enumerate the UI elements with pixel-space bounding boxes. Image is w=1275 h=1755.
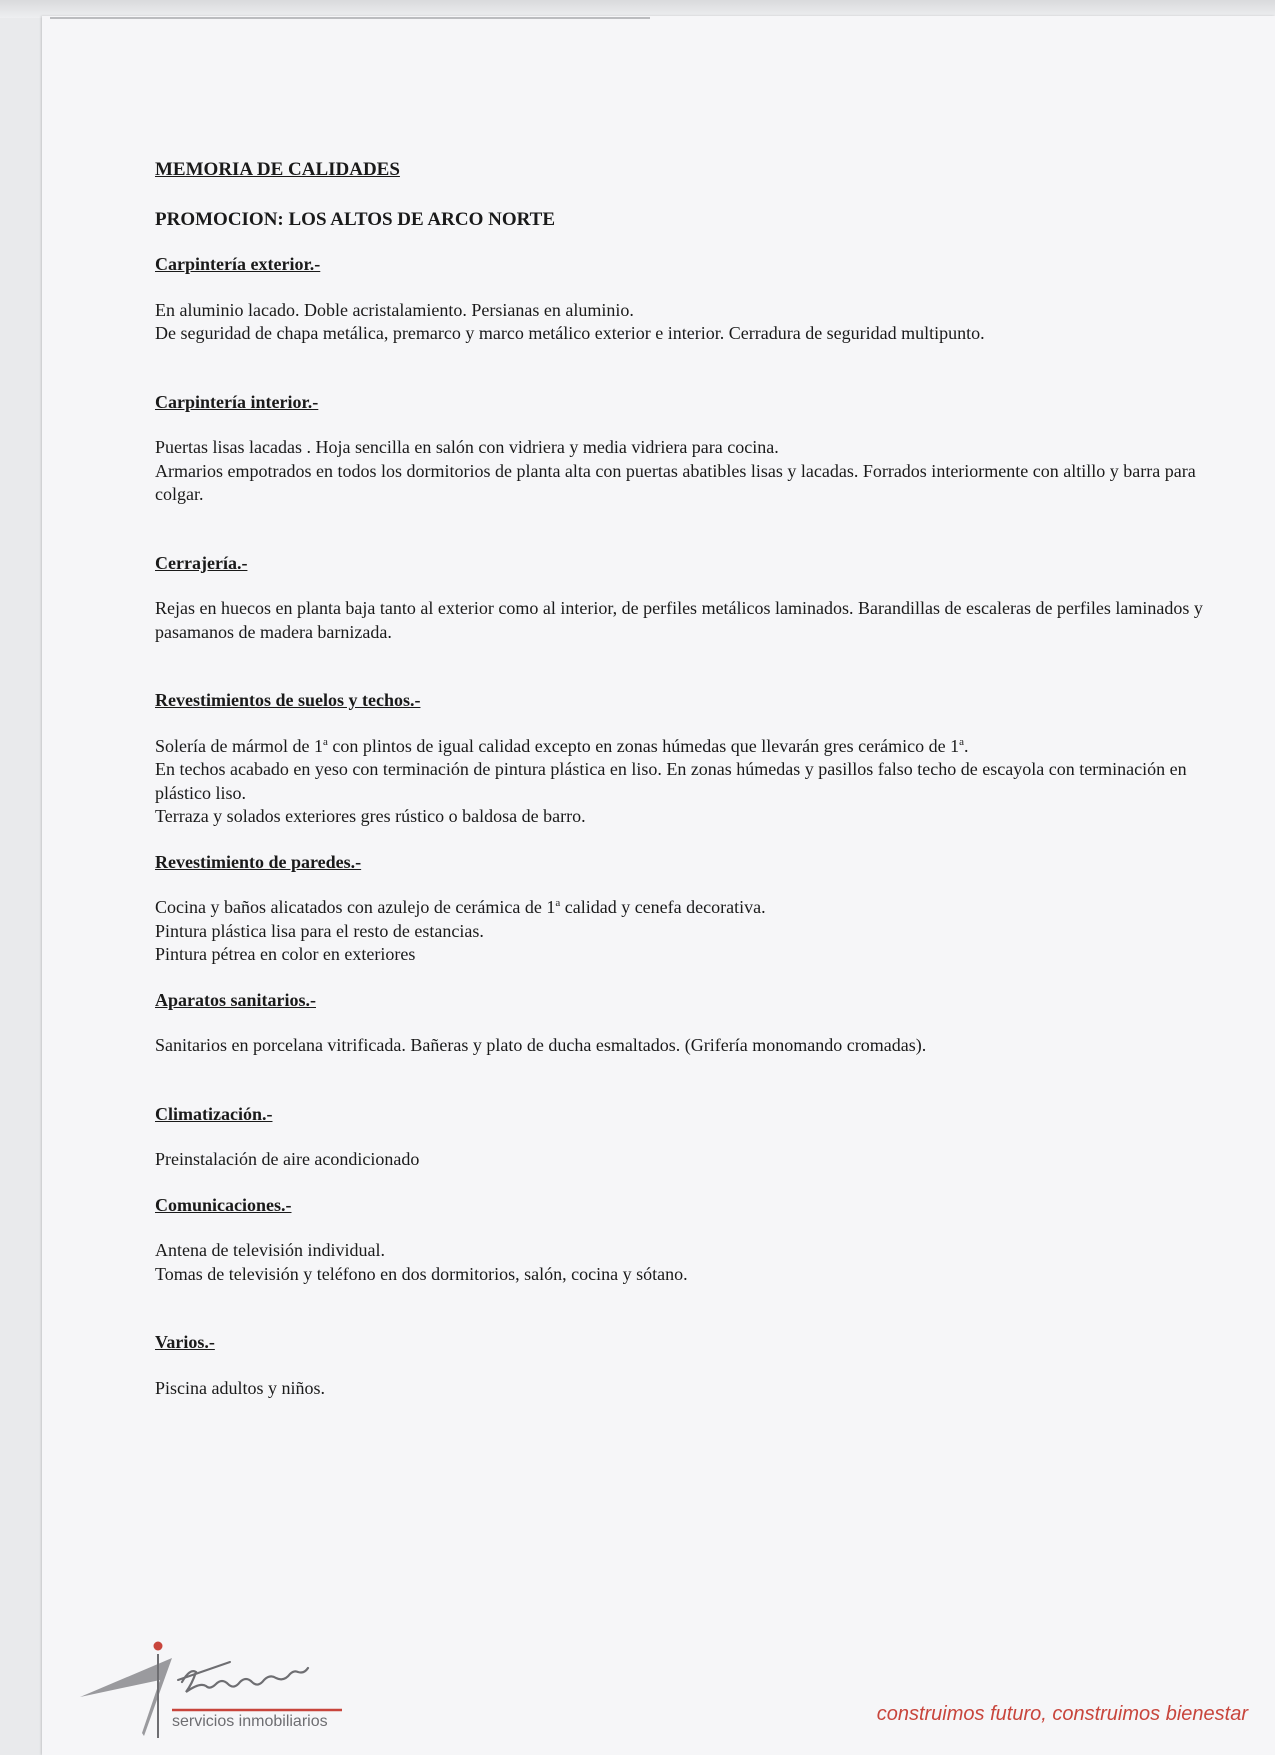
- ordinal-superscript: a: [555, 897, 561, 909]
- section-line: Antena de televisión individual.: [155, 1240, 385, 1260]
- line-text: calidad y cenefa decorativa.: [560, 897, 766, 917]
- section-heading: Comunicaciones.-: [155, 1194, 292, 1215]
- section-line: Armarios empotrados en todos los dormitorios de planta alta con puertas abatibles lisas y lacadas. Forrados interiormente con altillo y barra para colgar.: [155, 460, 1196, 504]
- section-revestimiento-paredes: [155, 851, 1225, 967]
- section-heading: Varios.-: [155, 1332, 215, 1352]
- section-comunicaciones: [155, 1194, 1225, 1287]
- section-line: Tomas de televisión y teléfono en dos dormitorios, salón, cocina y sótano.: [155, 1263, 688, 1284]
- section-varios: [155, 1331, 1225, 1400]
- company-logo: [80, 1640, 360, 1740]
- section-line: Puertas lisas lacadas . Hoja sencilla en salón con vidriera y media vidriera para cocina.: [155, 437, 779, 457]
- line-text: .: [964, 735, 969, 756]
- section-aparatos-sanitarios: [155, 989, 1225, 1058]
- section-line: Pintura plástica lisa para el resto de estancias.: [155, 920, 484, 941]
- section-line: Terraza y solados exteriores gres rústico o baldosa de barro.: [155, 806, 586, 826]
- section-line: En aluminio lacado. Doble acristalamiento. Persianas en aluminio.: [155, 299, 634, 320]
- line-text: Cocina y baños alicatados con azulejo de cerámica de 1: [155, 897, 556, 917]
- section-heading: Cerrajería.-: [155, 552, 248, 573]
- section-line: Sanitarios en porcelana vitrificada. Bañeras y plato de ducha esmaltados. (Grifería monomando cromadas).: [155, 1035, 927, 1055]
- section-cerrajeria: [155, 552, 1225, 645]
- section-line: [155, 896, 1225, 920]
- section-heading: Revestimientos de suelos y techos.-: [155, 690, 421, 710]
- section-line: Pintura pétrea en color en exteriores: [155, 944, 416, 964]
- section-heading: Aparatos sanitarios.-: [155, 989, 316, 1010]
- section-climatizacion: [155, 1103, 1225, 1172]
- paper-fold-line: [50, 17, 650, 19]
- ordinal-superscript: a: [959, 735, 964, 748]
- logo-tagline: servicios inmobiliarios: [172, 1713, 328, 1730]
- section-line: Preinstalación de aire acondicionado: [155, 1149, 420, 1169]
- section-heading: Revestimiento de paredes.-: [155, 851, 362, 872]
- document-title: MEMORIA DE CALIDADES: [155, 159, 400, 180]
- section-line: En techos acabado en yeso con terminación de pintura plástica en liso. En zonas húmedas y pasillos falso techo de escayola con terminación en plástico liso.: [155, 759, 1187, 803]
- section-carpinteria-interior: [155, 391, 1225, 507]
- line-text: Solería de mármol de 1: [155, 735, 323, 756]
- document-body: [155, 158, 1225, 1400]
- section-line: De seguridad de chapa metálica, premarco y marco metálico exterior e interior. Cerradura de seguridad multipunto.: [155, 323, 985, 343]
- section-heading: Carpintería interior.-: [155, 391, 319, 412]
- section-line: Rejas en huecos en planta baja tanto al exterior como al interior, de perfiles metálicos laminados. Barandillas de escaleras de perfiles laminados y pasamanos de madera barnizada.: [155, 598, 1203, 642]
- section-carpinteria-exterior: [155, 253, 1225, 346]
- section-heading: Carpintería exterior.-: [155, 254, 321, 274]
- document-subtitle: PROMOCION: LOS ALTOS DE ARCO NORTE: [155, 208, 555, 230]
- line-text: con plintos de igual calidad excepto en zonas húmedas que llevarán gres cerámico de 1: [327, 735, 960, 756]
- logo-dot: [154, 1642, 163, 1651]
- section-heading: Climatización.-: [155, 1103, 273, 1124]
- ordinal-superscript: a: [322, 735, 328, 748]
- footer-slogan: construimos futuro, construimos bienestar: [876, 1703, 1248, 1725]
- section-line: [155, 735, 1225, 759]
- section-line: Piscina adultos y niños.: [155, 1377, 325, 1398]
- section-revestimientos-suelos-techos: [155, 689, 1225, 829]
